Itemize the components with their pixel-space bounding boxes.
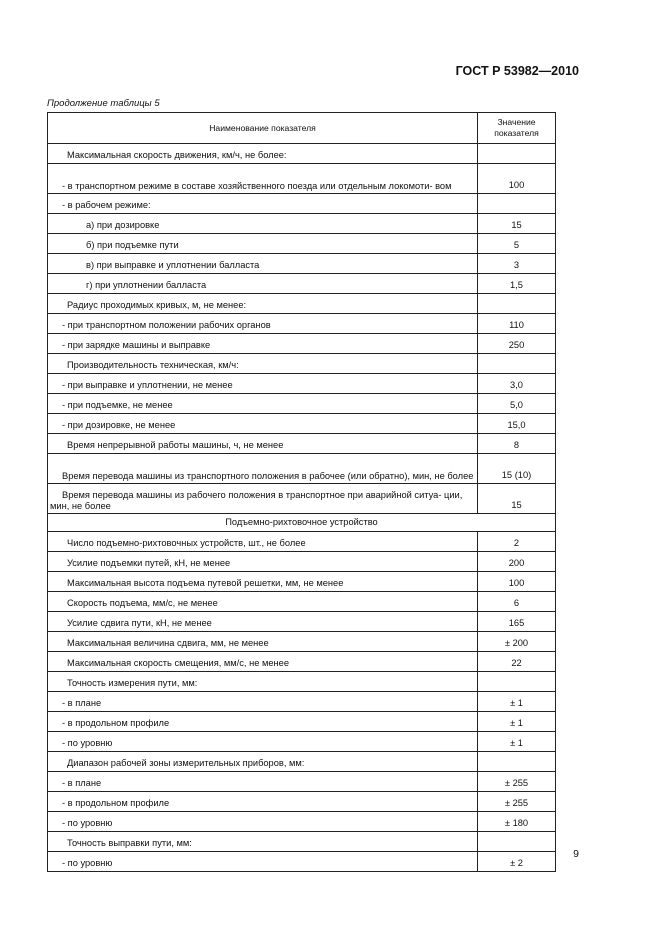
row-name: Максимальная скорость движения, км/ч, не более: (48, 144, 478, 164)
row-value: 15 (10) (478, 454, 556, 484)
row-name: - в плане (48, 692, 478, 712)
table-header-row (48, 113, 556, 144)
row-value: 2 (478, 532, 556, 552)
row-name: Максимальная высота подъема путевой решетки, мм, не менее (48, 572, 478, 592)
header-parameter-value: Значение показателя (478, 113, 556, 144)
row-value: 15 (478, 214, 556, 234)
row-value: ± 1 (478, 712, 556, 732)
row-value: ± 255 (478, 772, 556, 792)
row-name: - в продольном профиле (48, 792, 478, 812)
row-name: - в рабочем режиме: (48, 194, 478, 214)
table-row (48, 454, 556, 484)
table-row (48, 532, 556, 552)
row-name: - по уровню (48, 732, 478, 752)
section-row (48, 514, 556, 532)
section-title: Подъемно-рихтовочное устройство (48, 514, 556, 532)
row-name: Точность измерения пути, мм: (48, 672, 478, 692)
row-value: 250 (478, 334, 556, 354)
row-name: - по уровню (48, 812, 478, 832)
row-name: Число подъемно-рихтовочных устройств, шт., не более (48, 532, 478, 552)
table-row (48, 852, 556, 872)
table-row (48, 552, 556, 572)
row-name: - в продольном профиле (48, 712, 478, 732)
table-row (48, 234, 556, 254)
row-value (478, 354, 556, 374)
row-name: в) при выправке и уплотнении балласта (48, 254, 478, 274)
table-row (48, 144, 556, 164)
table-row (48, 632, 556, 652)
table-row (48, 652, 556, 672)
row-value (478, 752, 556, 772)
row-name: - по уровню (48, 852, 478, 872)
row-value: 22 (478, 652, 556, 672)
document-code: ГОСТ Р 53982—2010 (455, 64, 579, 78)
table-row (48, 394, 556, 414)
row-value: 3,0 (478, 374, 556, 394)
row-value: 110 (478, 314, 556, 334)
table-row (48, 294, 556, 314)
row-value: 6 (478, 592, 556, 612)
table-row (48, 692, 556, 712)
row-value: 100 (478, 164, 556, 194)
table-row (48, 572, 556, 592)
row-name: Усилие сдвига пути, кН, не менее (48, 612, 478, 632)
row-name: Усилие подъемки путей, кН, не менее (48, 552, 478, 572)
row-value (478, 672, 556, 692)
row-value: 100 (478, 572, 556, 592)
row-value: 1,5 (478, 274, 556, 294)
table-row (48, 752, 556, 772)
row-value: ± 200 (478, 632, 556, 652)
row-value: ± 1 (478, 732, 556, 752)
row-value (478, 144, 556, 164)
row-value: 8 (478, 434, 556, 454)
table-row (48, 612, 556, 632)
row-name: - в плане (48, 772, 478, 792)
table-row (48, 164, 556, 194)
row-value: ± 180 (478, 812, 556, 832)
table-row (48, 792, 556, 812)
table-row (48, 414, 556, 434)
table-row (48, 712, 556, 732)
row-value: ± 2 (478, 852, 556, 872)
table-row (48, 314, 556, 334)
row-value (478, 294, 556, 314)
specifications-table (47, 112, 556, 872)
row-value (478, 194, 556, 214)
row-name: Скорость подъема, мм/с, не менее (48, 592, 478, 612)
row-name: - при зарядке машины и выправке (48, 334, 478, 354)
table-row (48, 772, 556, 792)
table-row (48, 254, 556, 274)
row-name: Максимальная величина сдвига, мм, не менее (48, 632, 478, 652)
table-row (48, 194, 556, 214)
table-row (48, 732, 556, 752)
page-number: 9 (573, 848, 579, 860)
row-value: 165 (478, 612, 556, 632)
table-row (48, 672, 556, 692)
table-row (48, 214, 556, 234)
table-row (48, 334, 556, 354)
row-value: 3 (478, 254, 556, 274)
table-row (48, 374, 556, 394)
row-value: 5,0 (478, 394, 556, 414)
table-row (48, 354, 556, 374)
row-name: Максимальная скорость смещения, мм/с, не менее (48, 652, 478, 672)
header-parameter-name: Наименование показателя (48, 113, 478, 144)
table-row (48, 434, 556, 454)
row-name: Время перевода машины из рабочего положения в транспортное при аварийной ситуа- ции, мин, не более (48, 484, 478, 514)
table-row (48, 812, 556, 832)
table-row (48, 484, 556, 514)
row-name: Время непрерывной работы машины, ч, не менее (48, 434, 478, 454)
table-row (48, 832, 556, 852)
row-name: а) при дозировке (48, 214, 478, 234)
table-caption: Продолжение таблицы 5 (47, 98, 160, 109)
row-name: Радиус проходимых кривых, м, не менее: (48, 294, 478, 314)
row-value: 5 (478, 234, 556, 254)
row-name: Диапазон рабочей зоны измерительных приборов, мм: (48, 752, 478, 772)
row-value: ± 1 (478, 692, 556, 712)
row-name: Время перевода машины из транспортного положения в рабочее (или обратно), мин, не более (48, 454, 478, 484)
row-name: - при подъемке, не менее (48, 394, 478, 414)
row-name: - при выправке и уплотнении, не менее (48, 374, 478, 394)
row-value: ± 255 (478, 792, 556, 812)
table-row (48, 274, 556, 294)
table-row (48, 592, 556, 612)
row-name: - в транспортном режиме в составе хозяйственного поезда или отдельным локомоти- вом (48, 164, 478, 194)
row-value: 15,0 (478, 414, 556, 434)
row-name: - при дозировке, не менее (48, 414, 478, 434)
row-name: Производительность техническая, км/ч: (48, 354, 478, 374)
row-name: г) при уплотнении балласта (48, 274, 478, 294)
row-name: - при транспортном положении рабочих органов (48, 314, 478, 334)
row-value (478, 832, 556, 852)
row-name: Точность выправки пути, мм: (48, 832, 478, 852)
row-value: 15 (478, 484, 556, 514)
row-value: 200 (478, 552, 556, 572)
row-name: б) при подъемке пути (48, 234, 478, 254)
